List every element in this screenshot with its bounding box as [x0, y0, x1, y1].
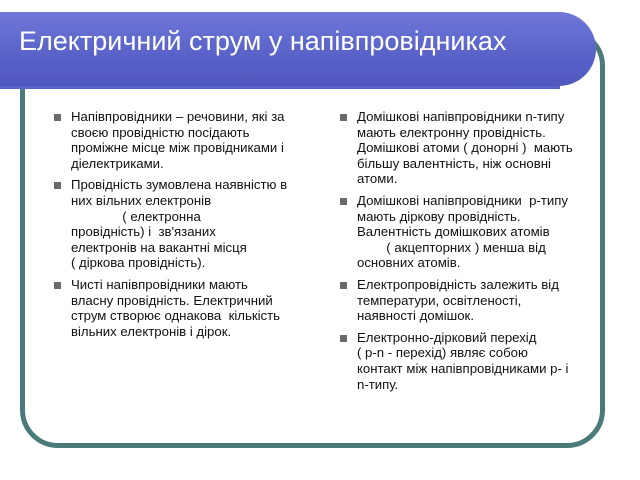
bullet-item: [340, 109, 602, 187]
bullet-item: [54, 177, 312, 271]
text-line: Домішкові напівпровідники n-типу: [357, 109, 565, 124]
text-line: провідність) і зв'язаних: [71, 224, 216, 240]
right-bullet-list: [340, 109, 602, 398]
text-line: Валентність домішкових атомів: [357, 224, 550, 240]
square-bullet-icon: [340, 114, 347, 121]
bullet-item: [340, 330, 602, 392]
text-line: Електропровідність залежить від: [357, 276, 559, 292]
text-line: n-типу.: [357, 376, 399, 392]
text-line: електронів на вакантні місця: [71, 239, 247, 255]
text-line: Домішкові напівпровідники р-типу: [357, 192, 568, 208]
left-bullet-list: [54, 109, 312, 345]
square-bullet-icon: [340, 198, 347, 205]
text-line: Електронно-дірковий перехід: [357, 329, 537, 345]
text-line: власну провідність. Електричний: [71, 292, 273, 308]
text-line: них вільних електронів: [71, 192, 212, 208]
square-bullet-icon: [54, 182, 61, 189]
text-line: діелектриками.: [71, 155, 164, 171]
square-bullet-icon: [340, 282, 347, 289]
text-line: атоми.: [357, 171, 398, 187]
bullet-item: [340, 193, 602, 271]
text-line: ( акцепторних ) менша від: [357, 239, 546, 255]
text-line: Домішкові атоми ( донорні ) мають: [357, 140, 573, 156]
square-bullet-icon: [54, 114, 61, 121]
text-line: мають діркову провідність.: [357, 208, 521, 224]
text-line: наявності домішок.: [357, 308, 474, 324]
text-line: Провідність зумовлена наявністю в: [71, 177, 288, 193]
text-line: мають електронну провідність.: [357, 124, 546, 140]
text-line: проміжне місце між провідниками і: [71, 140, 284, 156]
bullet-item: [54, 109, 312, 171]
text-line: струм створює однакова кількість: [71, 308, 281, 324]
text-line: Чисті напівпровідники мають: [71, 276, 248, 292]
square-bullet-icon: [54, 282, 61, 289]
slide-title: Електричний струм у напівпровідниках: [19, 26, 507, 56]
text-line: температури, освітленості,: [357, 292, 522, 308]
text-line: своєю провідністю посідають: [71, 124, 250, 140]
text-line: більшу валентність, ніж основні: [357, 155, 551, 171]
bullet-item: [54, 277, 312, 339]
text-line: ( p-n - перехід) являє собою: [357, 345, 528, 361]
text-line: контакт між напівпровідниками р- і: [357, 360, 569, 376]
text-line: ( діркова провідність).: [71, 255, 206, 271]
square-bullet-icon: [340, 335, 347, 342]
text-line: ( електронна: [71, 208, 201, 224]
bullet-item: [340, 277, 602, 324]
text-line: Напівпровідники – речовини, які за: [71, 109, 285, 124]
text-line: вільних електронів і дірок.: [71, 323, 232, 339]
text-line: основних атомів.: [357, 255, 461, 271]
